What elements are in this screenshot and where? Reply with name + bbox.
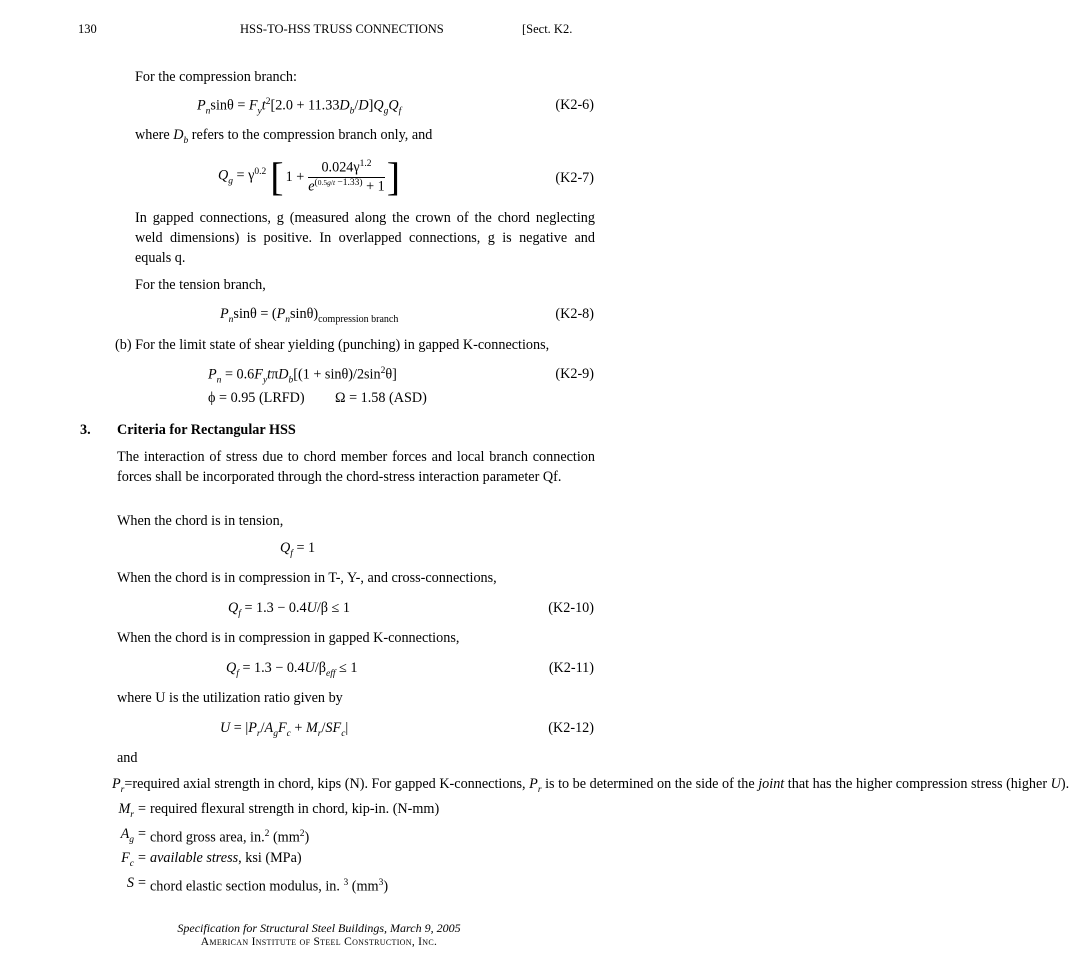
where-db-text: refers to the compression branch only, and: [191, 127, 433, 143]
resistance-factor-lrfd: ϕ = 0.95 (LRFD): [208, 390, 305, 406]
equation-k2-12: $U = |P_r/A_gF_c + M_r/SF_c|$: [220, 720, 349, 739]
equation-number-k2-12: (K2-12): [548, 720, 594, 736]
definition-fc: $F_c$ = available stress, ksi (MPa): [121, 850, 302, 870]
equation-k2-9: $P_n = 0.6F_yt\pi D_b[(1 + \sin\theta)/2\sin^2\theta]$: [208, 366, 397, 386]
definition-pr: $P_r$ = required axial strength in chord, kips (N). For gapped K-connections, $P_r$ is to be determined on the side of the joint that has the higher compression stress (higher U).: [112, 776, 1069, 795]
equation-number-k2-11: (K2-11): [548, 660, 594, 676]
para-compression-branch: For the compression branch:: [135, 69, 297, 85]
para-gapped-connections: In gapped connections, g (measured along the crown of the chord neglecting weld dimensions) is positive. In overlapped connections, g is negative and equals q.: [135, 210, 595, 266]
equation-number-k2-8: (K2-8): [555, 306, 594, 322]
equation-k2-11: $Q_f = 1.3 - 0.4U/\beta_{eff} \le 1$: [226, 660, 358, 679]
footer-publisher: American Institute of Steel Construction, Inc.: [200, 936, 438, 948]
para-chord-compression-k: When the chord is in compression in gapped K-connections,: [117, 630, 460, 646]
section-number: 3.: [80, 422, 91, 438]
para-tension-branch: For the tension branch,: [135, 277, 266, 293]
list-item-b: (b) For the limit state of shear yielding (punching) in gapped K-connections,: [115, 337, 550, 353]
definitions-list: [112, 775, 1069, 897]
definition-ag: $A_g$ = chord gross area, in.$^2$ $(mm^2)$: [120, 825, 310, 846]
equation-qf-tension: $Q_f = 1$: [280, 540, 316, 559]
equation-number-k2-6: (K2-6): [555, 97, 594, 113]
running-title: HSS-TO-HSS TRUSS CONNECTIONS: [240, 22, 444, 36]
equation-k2-6: $P_n\sin\theta = F_yt^2[2.0 + 11.33D_b/D]Q_gQ_f$: [197, 97, 402, 117]
equation-number-k2-10: (K2-10): [548, 600, 594, 616]
safety-factor-asd: Ω = 1.58 (ASD): [335, 390, 427, 406]
definition-mr: $M_r$ = required flexural strength in chord, kip-in. (N-mm): [118, 800, 440, 820]
para-where-db: where $D_b$ refers to the compression branch only, and: [135, 127, 433, 146]
word-and: and: [117, 750, 138, 766]
para-utilization: where U is the utilization ratio given by: [117, 690, 343, 706]
footer-spec: Specification for Structural Steel Buildings, March 9, 2005: [177, 921, 461, 935]
section-ref: [Sect. K2.: [522, 22, 573, 36]
para-chord-compression-tyx: When the chord is in compression in T-, Y-, and cross-connections,: [117, 570, 497, 586]
equation-k2-7: $Q_g = \gamma^{0.2}$ [ 1 + $0.024\gamma^{1.2}$ $e^{(0.5g/t -1.33)} + 1$ ]: [218, 154, 401, 199]
equation-k2-10: $Q_f = 1.3 - 0.4U/\beta \le 1$: [228, 600, 350, 619]
equation-number-k2-9: (K2-9): [555, 366, 594, 382]
equation-k2-8: $P_n\sin\theta = (P_n\sin\theta)_{compression branch}$: [220, 306, 399, 325]
para-interaction: The interaction of stress due to chord member forces and local branch connection forces shall be incorporated through the chord-stress interaction parameter Qf.: [117, 449, 595, 485]
page-number: 130: [78, 22, 97, 36]
section-title: Criteria for Rectangular HSS: [117, 422, 296, 438]
definition-s: S = chord elastic section modulus, in. $^3$ $(mm^3)$: [126, 875, 389, 896]
equation-number-k2-7: (K2-7): [555, 170, 594, 186]
para-chord-tension: When the chord is in tension,: [117, 513, 284, 529]
